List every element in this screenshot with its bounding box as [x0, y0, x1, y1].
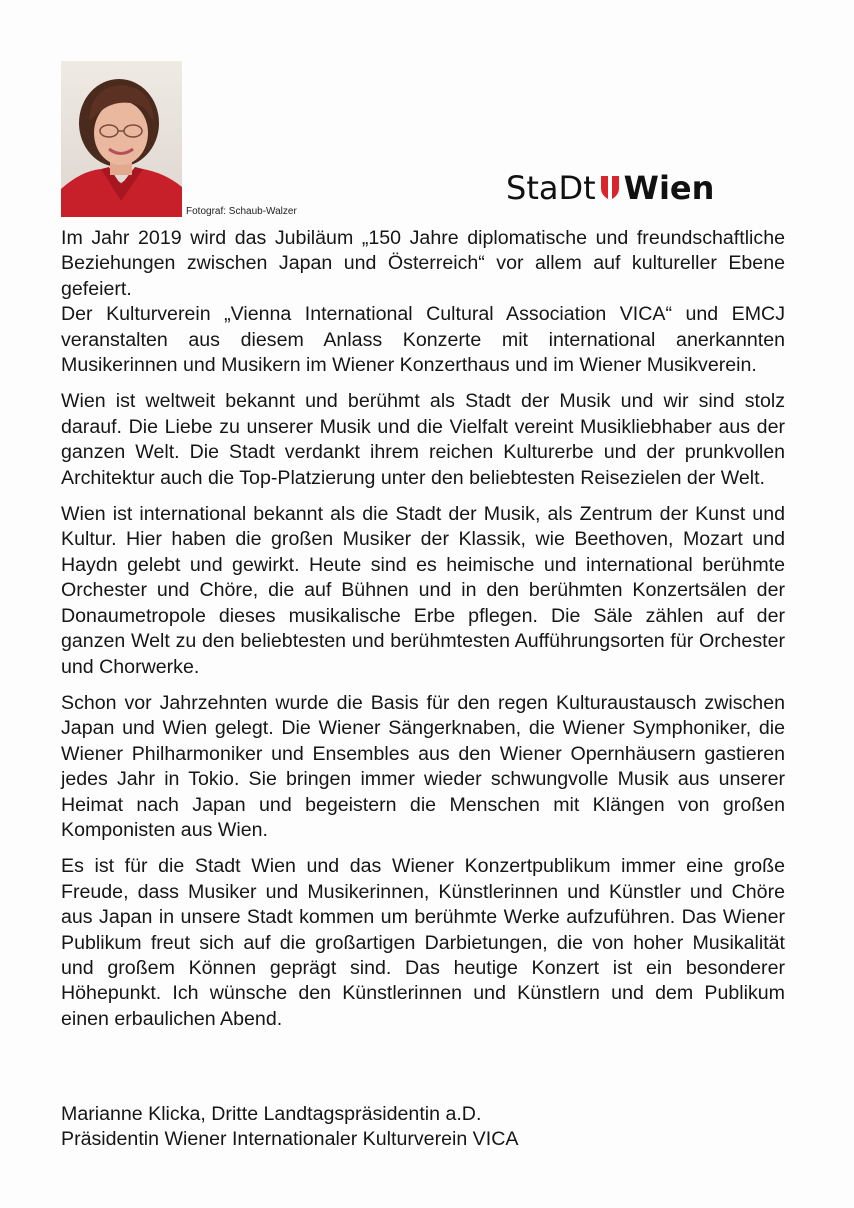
- stadt-wien-logo: [506, 168, 746, 208]
- logo-text-stadt: StaDt: [506, 169, 596, 207]
- paragraph-4: Wien ist international bekannt als die Stadt der Musik, als Zentrum der Kunst und Kultur. Hier haben die großen Musiker der Klassik, wie Beethoven, Mozart und Haydn gelebt und gewirkt. Heute sind es heimische und international berühmte Orchester und Chöre, die auf Bühnen und in den berühmten Konzertsälen der Donaumetropole dieses musikalische Erbe pflegen. Die Säle zählen auf der ganzen Welt zu den beliebtesten und berühmtesten Aufführungsorten für Orchester und Chorwerke.: [61, 503, 785, 678]
- signature-title: Präsidentin Wiener Internationaler Kulturverein VICA: [61, 1128, 519, 1151]
- paragraph-3: Wien ist weltweit bekannt und berühmt als Stadt der Musik und wir sind stolz darauf. Die Liebe zu unserer Musik und die Vielfalt vereint Musikliebhaber aus der ganzen Welt. Die Stadt verdankt ihrem reichen Kulturerbe und der prunkvollen Architektur auch die Top-Platzierung unter den beliebtesten Reisezielen der Welt.: [61, 390, 785, 489]
- signature-block: [61, 1102, 785, 1153]
- paragraph-5: Schon vor Jahrzehnten wurde die Basis für den regen Kulturaustausch zwischen Japan und Wien gelegt. Die Wiener Sängerknaben, die Wiener Symphoniker, die Wiener Philharmoniker und Ensembles aus den Wiener Opernhäusern gastieren jedes Jahr in Tokio. Sie bringen immer wieder schwungvolle Musik aus unserer Heimat nach Japan und begeistern die Menschen mit Klängen von großen Komponisten aus Wien.: [61, 691, 785, 841]
- paragraph-1: Im Jahr 2019 wird das Jubiläum „150 Jahre diplomatische und freundschaftliche Beziehungen zwischen Japan und Österreich“ vor allem auf kultureller Ebene gefeiert.: [61, 227, 785, 300]
- vienna-shield-icon: [600, 175, 620, 201]
- paragraph-6: Es ist für die Stadt Wien und das Wiener Konzertpublikum immer eine große Freude, dass Musiker und Musikerinnen, Künstlerinnen und Künstler und Chöre aus Japan in unsere Stadt kommen um berühmte Werke aufzuführen. Das Wiener Publikum freut sich auf die großartigen Darbietungen, die von hoher Musikalität und großem Können geprägt sind. Das heutige Konzert ist ein besonderer Höhepunkt. Ich wünsche den Künstlerinnen und Künstlern und dem Publikum einen erbaulichen Abend.: [61, 855, 785, 1030]
- paragraph-2: Der Kulturverein „Vienna International Cultural Association VICA“ und EMCJ veranstalten aus diesem Anlass Konzerte mit international anerkannten Musikerinnen und Musikern im Wiener Konzerthaus und im Wiener Musikverein.: [61, 303, 785, 377]
- letter-body: [61, 226, 785, 1043]
- photo-credit: Fotograf: Schaub-Walzer: [186, 206, 297, 217]
- portrait-photo: [61, 61, 182, 217]
- logo-text-wien: Wien: [623, 169, 715, 207]
- signature-name: Marianne Klicka, Dritte Landtagspräsidentin a.D.: [61, 1103, 482, 1125]
